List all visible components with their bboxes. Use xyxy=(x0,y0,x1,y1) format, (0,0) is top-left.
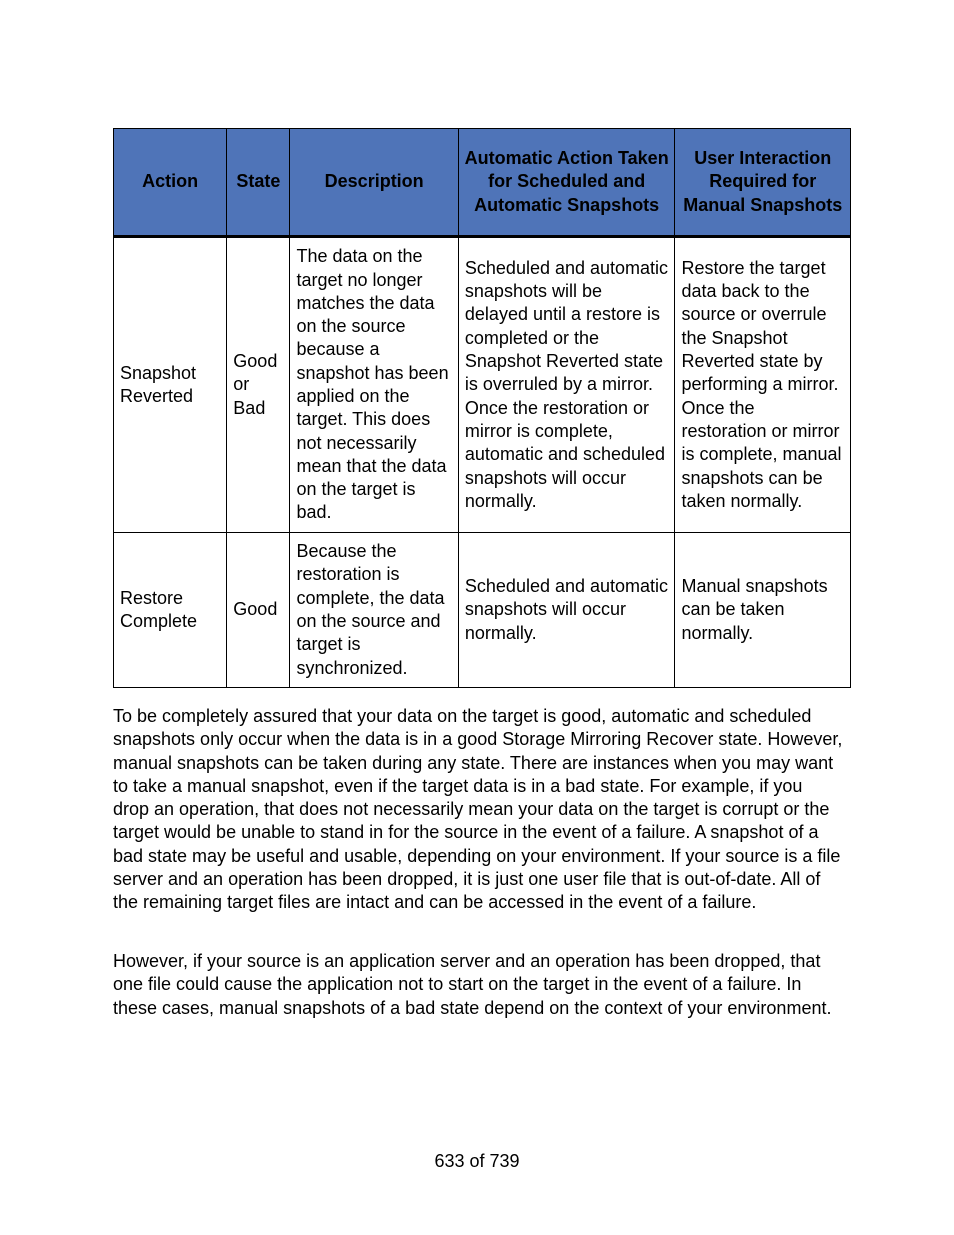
table-row xyxy=(114,533,851,688)
header-action: Action xyxy=(114,129,227,237)
cell-user: Restore the target data back to the source or overrule the Snapshot Reverted state by performing a mirror. Once the restoration or mirror is complete, manual snapshots can be taken normally. xyxy=(675,237,851,533)
cell-automatic: Scheduled and automatic snapshots will be delayed until a restore is completed or the Snapshot Reverted state is overruled by a mirror. Once the restoration or mirror is complete, automatic and scheduled snapshots will occur normally. xyxy=(458,237,675,533)
cell-state: Good xyxy=(227,533,290,688)
snapshot-states-table xyxy=(113,128,851,688)
header-state: State xyxy=(227,129,290,237)
cell-description: Because the restoration is complete, the data on the source and target is synchronized. xyxy=(290,533,458,688)
cell-action: Restore Complete xyxy=(114,533,227,688)
table-header-row xyxy=(114,129,851,237)
cell-description: The data on the target no longer matches the data on the source because a snapshot has been applied on the target. This does not necessarily mean that the data on the target is bad. xyxy=(290,237,458,533)
header-user-interaction: User Interaction Required for Manual Snapshots xyxy=(675,129,851,237)
header-description: Description xyxy=(290,129,458,237)
table-row xyxy=(114,237,851,533)
cell-user: Manual snapshots can be taken normally. xyxy=(675,533,851,688)
cell-automatic: Scheduled and automatic snapshots will occur normally. xyxy=(458,533,675,688)
cell-state: Good or Bad xyxy=(227,237,290,533)
header-automatic-action: Automatic Action Taken for Scheduled and Automatic Snapshots xyxy=(458,129,675,237)
body-paragraph-2: However, if your source is an application server and an operation has been dropped, that one file could cause the application not to start on the target in the event of a failure. In these cases, manual snapshots of a bad state depend on the context of your environment. xyxy=(113,951,832,1018)
cell-action: Snapshot Reverted xyxy=(114,237,227,533)
body-paragraph-1: To be completely assured that your data on the target is good, automatic and scheduled snapshots only occur when the data is in a good Storage Mirroring Recover state. However, manual snapshots can be taken during any state. There are instances when you may want to take a manual snapshot, even if the target data is in a bad state. For example, if you drop an operation, that does not necessarily mean your data on the target is corrupt or the target would be unable to stand in for the source in the event of a failure. A snapshot of a bad state may be useful and usable, depending on your environment. If your source is a file server and an operation has been dropped, it is just one user file that is out-of-date. All of the remaining target files are intact and can be accessed in the event of a failure. xyxy=(113,706,843,913)
page-number: 633 of 739 xyxy=(434,1151,520,1171)
